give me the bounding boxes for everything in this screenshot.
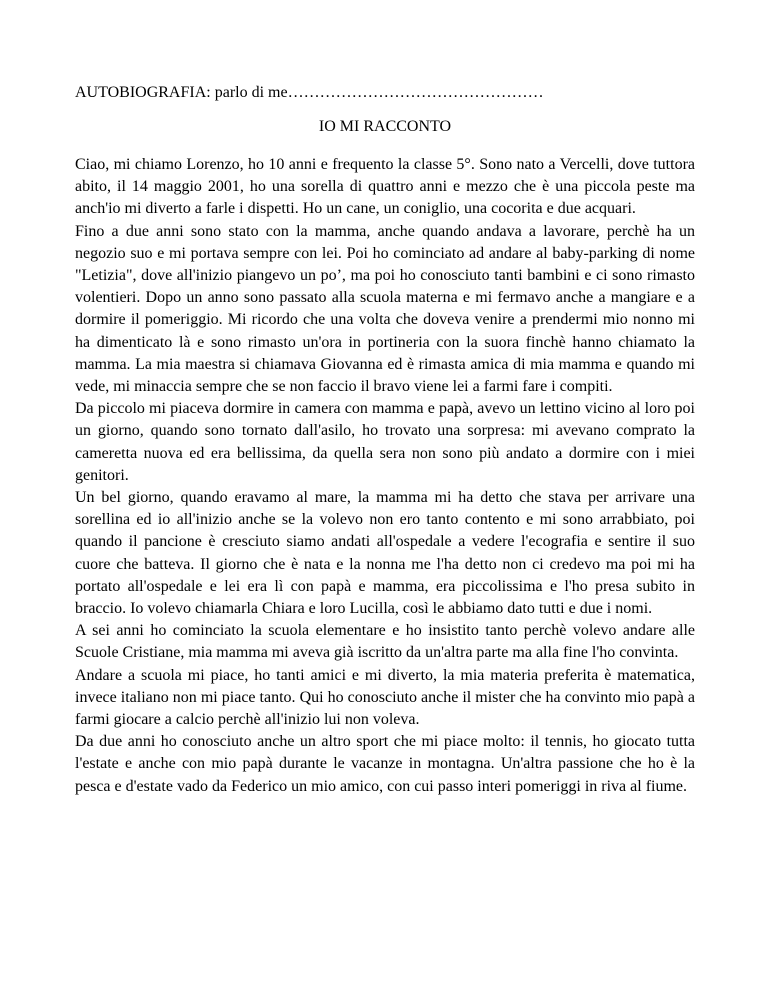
paragraph-bedroom: Da piccolo mi piaceva dormire in camera con mamma e papà, avevo un lettino vicino al loro poi un giorno, quando sono tornato dall'asilo, ho trovato una sorpresa: mi avevano comprato la cameretta nuova ed era bellissima, da quella sera non sono più andato a dormire con i miei genitori.: [75, 400, 695, 484]
paragraph-hobbies: Da due anni ho conosciuto anche un altro sport che mi piace molto: il tennis, ho giocato tutta l'estate e anche con mio papà durante le vacanze in montagna. Un'altra passione che ho è la pesca e d'estate vado da Federico un mio amico, con cui passo interi pomeriggi in riva al fiume.: [75, 733, 695, 795]
paragraph-intro: Ciao, mi chiamo Lorenzo, ho 10 anni e frequento la classe 5°. Sono nato a Vercelli, dove tuttora abito, il 14 maggio 2001, ho una sorella di quattro anni e mezzo che è una piccola peste ma anch'io mi diverto a farle i dispetti. Ho un cane, un coniglio, una cocorita e due acquari.: [75, 156, 695, 218]
document-heading: AUTOBIOGRAFIA: parlo di me…………………………………………: [75, 84, 544, 101]
paragraph-elementary-school: A sei anni ho cominciato la scuola elementare e ho insistito tanto perchè volevo andare alle Scuole Cristiane, mia mamma mi aveva già iscritto da un'altra parte ma alla fine l'ho convinta.: [75, 622, 695, 662]
paragraph-school-life: Andare a scuola mi piace, ho tanti amici e mi diverto, la mia materia preferita è matematica, invece italiano non mi piace tanto. Qui ho conosciuto anche il mister che ha convinto mio papà a farmi giocare a calcio perchè all'inizio lui non voleva.: [75, 666, 695, 729]
paragraph-sister: Un bel giorno, quando eravamo al mare, la mamma mi ha detto che stava per arrivare una sorellina ed io all'inizio anche se la volevo non ero tanto contento e mi sono arrabbiato, poi quando il pancione è cresciuto siamo andati all'ospedale a vedere l'ecografia e sentire il suo cuore che batteva. Il giorno che è nata e la nonna me l'ha detto non ci credevo ma poi mi ha portato all'ospedale e lei era lì con papà e mamma, era piccolissima e l'ho presa subito in braccio. Io volevo chiamarla Chiara e loro Lucilla, così le abbiamo dato tutti e due i nomi.: [75, 489, 695, 618]
document-page: [75, 82, 695, 798]
paragraph-early-childhood: Fino a due anni sono stato con la mamma, anche quando andava a lavorare, perchè ha un negozio suo e mi portava sempre con lei. Poi ho cominciato ad andare al baby-parking di nome "Letizia", dove all'inizio piangevo un po’, ma poi ho conosciuto tanti bambini e ci sono rimasto volentieri. Dopo un anno sono passato alla scuola materna e mi fermavo anche a mangiare e a dormire il pomeriggio. Mi ricordo che una volta che doveva venire a prendermi mio nonno mi ha dimenticato là e sono rimasto un'ora in portineria con la suora finchè hanno chiamato la mamma. La mia maestra si chiamava Giovanna ed è rimasta amica di mia mamma e quando mi vede, mi minaccia sempre che se non faccio il bravo viene lei a farmi fare i compiti.: [75, 222, 695, 396]
document-title: IO MI RACCONTO: [318, 118, 452, 135]
